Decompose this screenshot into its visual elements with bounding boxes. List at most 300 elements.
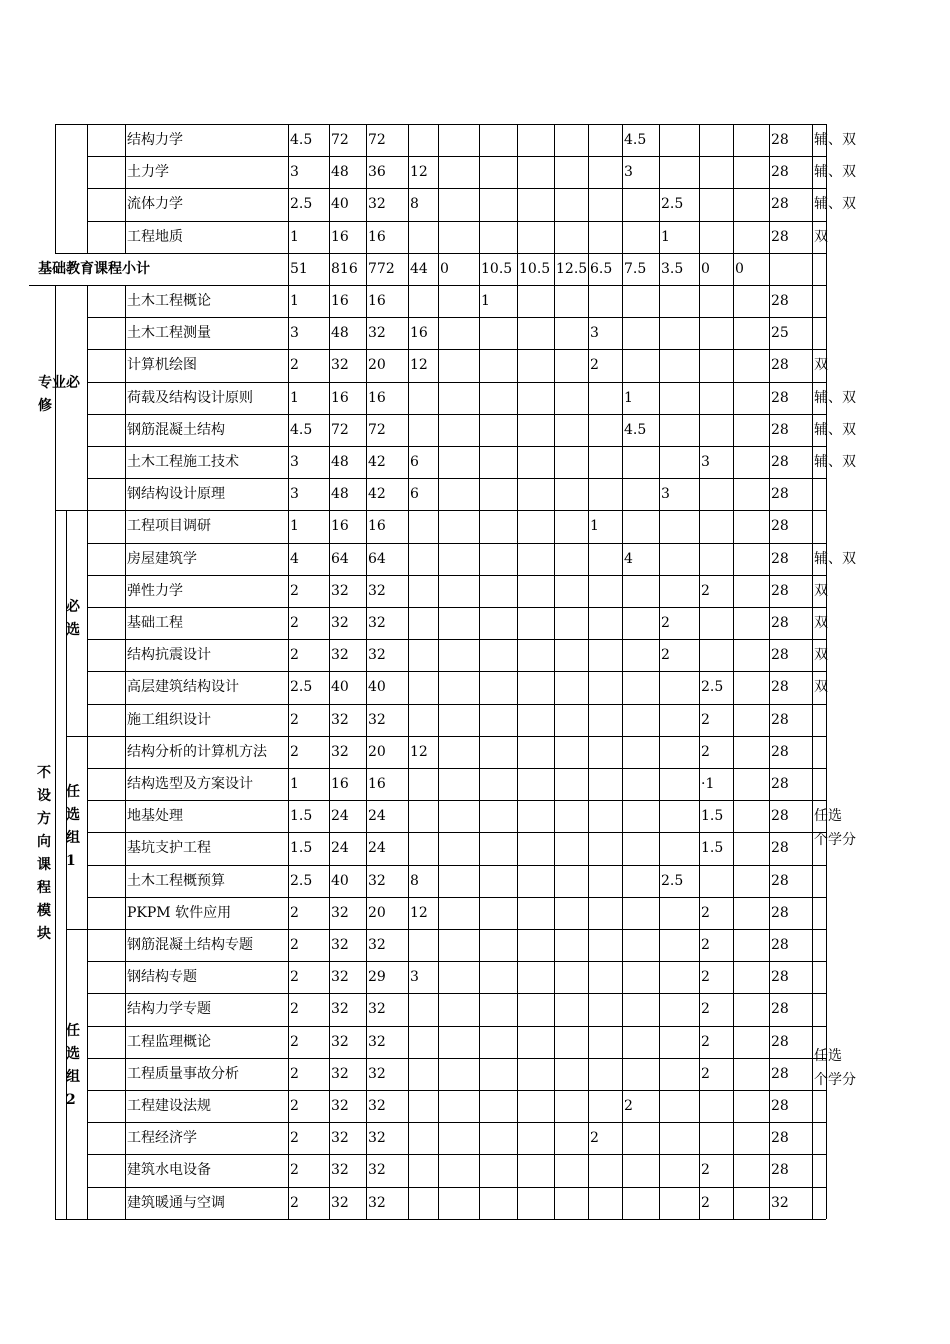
row-line <box>87 156 826 157</box>
table-cell: 16 <box>331 776 349 792</box>
column-line <box>479 124 480 1219</box>
row-line <box>87 671 826 672</box>
table-cell: 32 <box>368 325 386 342</box>
table-cell: 32 <box>771 1194 789 1211</box>
row-line <box>87 575 826 576</box>
table-cell: 辅、双 <box>814 389 856 406</box>
table-cell: 2 <box>701 904 710 921</box>
table-cell: 16 <box>368 389 386 406</box>
table-cell: 28 <box>771 357 789 374</box>
table-cell: 28 <box>771 904 789 921</box>
course-name: 土木工程概论 <box>127 293 211 309</box>
table-cell: 6 <box>410 486 419 503</box>
table-cell: 辅、双 <box>814 421 856 438</box>
table-cell: 32 <box>368 647 386 664</box>
course-name: 工程监理概论 <box>127 1033 211 1050</box>
table-cell: 32 <box>368 196 386 213</box>
table-cell: 2 <box>290 969 299 986</box>
course-name: 基坑支护工程 <box>127 840 211 857</box>
table-cell: 1.5 <box>290 808 313 825</box>
table-cell: 42 <box>368 454 386 470</box>
table-cell: 32 <box>331 1130 349 1147</box>
table-cell: ·1 <box>701 776 715 792</box>
row-line <box>66 736 826 737</box>
column-line <box>554 124 555 1219</box>
table-cell: 72 <box>331 132 349 148</box>
table-cell: 772 <box>368 260 395 277</box>
table-cell: 28 <box>771 615 789 631</box>
table-cell: 72 <box>368 132 386 148</box>
table-cell: 1 <box>290 776 299 792</box>
table-cell: 3 <box>701 454 710 470</box>
table-cell: 2.5 <box>290 679 313 696</box>
table-cell: 2 <box>290 582 299 599</box>
table-cell: 32 <box>331 937 349 953</box>
table-cell: 28 <box>771 454 789 470</box>
table-cell: 20 <box>368 357 386 374</box>
table-cell: 2 <box>661 647 670 664</box>
table-cell: 1 <box>624 389 633 406</box>
table-cell: 28 <box>771 872 789 889</box>
table-cell: 2.5 <box>290 196 313 213</box>
table-cell: 24 <box>368 808 386 825</box>
table-cell: 28 <box>771 196 789 213</box>
row-line <box>87 961 826 962</box>
table-cell: 2 <box>290 1065 299 1082</box>
course-name: 土木工程施工技术 <box>127 454 239 470</box>
column-line <box>588 124 589 1219</box>
column-line <box>622 124 623 1219</box>
row-line <box>87 1122 826 1123</box>
row-line <box>87 382 826 383</box>
table-cell: 1.5 <box>701 808 724 825</box>
table-cell: 32 <box>331 1033 349 1050</box>
course-name: 土力学 <box>127 164 169 181</box>
table-cell: 32 <box>331 582 349 599</box>
row-line <box>87 317 826 318</box>
table-cell: 8 <box>410 196 419 213</box>
table-cell: 32 <box>368 1162 386 1179</box>
table-cell: 3 <box>290 454 299 470</box>
table-cell: 28 <box>771 228 789 245</box>
column-line <box>733 124 734 1219</box>
table-cell: 32 <box>331 743 349 760</box>
table-cell: 16 <box>331 389 349 406</box>
table-cell: 双 <box>814 679 828 696</box>
course-name: 建筑水电设备 <box>127 1162 211 1179</box>
table-cell: 32 <box>368 615 386 631</box>
table-cell: 3 <box>410 969 419 986</box>
table-cell: 48 <box>331 164 349 181</box>
table-cell: 2 <box>290 615 299 631</box>
table-cell: 辅、双 <box>814 550 856 567</box>
group-line <box>55 285 56 1219</box>
table-cell: 2 <box>290 1033 299 1050</box>
group-line <box>87 124 88 253</box>
table-cell: 3 <box>290 164 299 181</box>
table-cell: 2 <box>701 711 710 728</box>
row-line <box>87 832 826 833</box>
table-cell: 20 <box>368 904 386 921</box>
row-line <box>87 1026 826 1027</box>
table-cell: 72 <box>368 421 386 438</box>
table-cell: 1 <box>290 518 299 535</box>
table-cell: 3 <box>624 164 633 181</box>
table-cell: 辅、双 <box>814 196 856 213</box>
table-cell: 12 <box>410 164 428 181</box>
course-name: 施工组织设计 <box>127 711 211 728</box>
table-cell: 48 <box>331 454 349 470</box>
table-cell: 2 <box>701 743 710 760</box>
row-line <box>87 607 826 608</box>
column-line <box>517 124 518 1219</box>
table-cell: 48 <box>331 325 349 342</box>
table-cell: 28 <box>771 1162 789 1179</box>
table-cell: 28 <box>771 293 789 309</box>
column-line <box>438 124 439 1219</box>
table-cell: 28 <box>771 808 789 825</box>
table-cell: 2 <box>290 1001 299 1018</box>
table-cell: 28 <box>771 164 789 181</box>
row-line <box>87 543 826 544</box>
table-cell: 28 <box>771 840 789 857</box>
table-cell: 28 <box>771 550 789 567</box>
table-cell: 3 <box>590 325 599 342</box>
table-cell: 64 <box>368 550 386 567</box>
course-name: 结构抗震设计 <box>127 647 211 664</box>
table-cell: 32 <box>331 1001 349 1018</box>
row-line <box>87 800 826 801</box>
table-cell: 2.5 <box>701 679 724 696</box>
major-required-label: 专业必修 <box>38 375 80 414</box>
table-cell: 32 <box>368 1194 386 1211</box>
column-line <box>769 124 770 1219</box>
table-cell: 32 <box>368 1065 386 1082</box>
table-cell: 双 <box>814 647 828 664</box>
row-line <box>87 768 826 769</box>
table-cell: 29 <box>368 969 386 986</box>
table-cell: 28 <box>771 132 789 148</box>
table-cell: 2 <box>701 1194 710 1211</box>
row-line <box>55 253 826 254</box>
table-cell: 2 <box>701 937 710 953</box>
course-name: 房屋建筑学 <box>127 550 197 567</box>
column-line <box>699 124 700 1219</box>
row-line <box>29 285 826 286</box>
course-name: 建筑暖通与空调 <box>127 1194 225 1211</box>
course-name: 工程建设法规 <box>127 1098 211 1114</box>
table-cell: 8 <box>410 872 419 889</box>
table-cell: 28 <box>771 776 789 792</box>
row-line <box>87 1058 826 1059</box>
course-name: 土木工程测量 <box>127 325 211 342</box>
table-cell: 4 <box>624 550 633 567</box>
table-cell: 32 <box>331 969 349 986</box>
table-cell: 3 <box>290 486 299 503</box>
table-cell: 3.5 <box>661 260 684 277</box>
table-cell: 辅、双 <box>814 132 856 148</box>
row-line <box>87 704 826 705</box>
course-name: 钢筋混凝土结构 <box>127 421 225 438</box>
row-line <box>87 446 826 447</box>
table-cell: 28 <box>771 1033 789 1050</box>
table-cell: 4 <box>290 550 299 567</box>
table-cell: 32 <box>368 1130 386 1147</box>
table-cell: 48 <box>331 486 349 503</box>
table-cell: 2 <box>661 615 670 631</box>
table-cell: 4.5 <box>290 421 313 438</box>
table-cell: 1 <box>290 389 299 406</box>
table-cell: 2 <box>290 743 299 760</box>
table-cell: 51 <box>290 260 308 277</box>
column-line <box>659 124 660 1219</box>
table-cell: 2 <box>701 1001 710 1018</box>
table-cell: 24 <box>368 840 386 857</box>
table-cell: 32 <box>368 937 386 953</box>
table-cell: 2 <box>590 357 599 374</box>
course-name: 结构选型及方案设计 <box>127 776 253 792</box>
table-cell: 7.5 <box>624 260 647 277</box>
table-cell: 2 <box>290 1162 299 1179</box>
row-line <box>66 929 826 930</box>
table-cell: 2 <box>290 1130 299 1147</box>
table-cell: 双 <box>814 228 828 245</box>
table-cell: 32 <box>368 1098 386 1114</box>
table-cell: 辅、双 <box>814 164 856 181</box>
table-cell: 1 <box>290 228 299 245</box>
table-cell: 32 <box>331 1162 349 1179</box>
table-cell: 10.5 <box>481 260 513 277</box>
table-cell: 2 <box>290 357 299 374</box>
table-cell: 24 <box>331 808 349 825</box>
table-cell: 64 <box>331 550 349 567</box>
table-cell: 12 <box>410 904 428 921</box>
table-cell: 6.5 <box>590 260 613 277</box>
table-cell: 10.5 <box>519 260 551 277</box>
table-cell: 16 <box>331 228 349 245</box>
column-line <box>812 124 813 1219</box>
course-name: 钢筋混凝土结构专题 <box>127 937 253 953</box>
elective-note: 任选 <box>814 808 842 824</box>
table-cell: 1.5 <box>290 840 313 857</box>
module-label: 不设方向课程模块 <box>37 765 51 942</box>
row-line <box>87 478 826 479</box>
table-cell: 1 <box>590 518 599 535</box>
table-cell: 32 <box>331 711 349 728</box>
table-cell: 2 <box>290 937 299 953</box>
table-cell: 3 <box>290 325 299 342</box>
table-cell: 1 <box>290 293 299 309</box>
elective-group-1-label: 任选组1 <box>66 784 80 869</box>
table-cell: 42 <box>368 486 386 503</box>
course-name: 荷载及结构设计原则 <box>127 389 253 406</box>
table-cell: 2 <box>290 1098 299 1114</box>
table-cell: 28 <box>771 1001 789 1018</box>
table-cell: 32 <box>331 904 349 921</box>
row-line <box>87 1187 826 1188</box>
row-line <box>55 124 826 125</box>
course-name: 流体力学 <box>127 196 183 213</box>
elective-note: 任选 <box>814 1048 842 1064</box>
table-cell: 40 <box>331 872 349 889</box>
table-cell: 2 <box>701 1162 710 1179</box>
course-name: 土木工程概预算 <box>127 872 225 889</box>
course-name: 工程质量事故分析 <box>127 1065 239 1082</box>
table-cell: 28 <box>771 582 789 599</box>
table-cell: 28 <box>771 1130 789 1147</box>
table-cell: 28 <box>771 1098 789 1114</box>
course-name: 钢结构设计原理 <box>127 486 225 503</box>
table-cell: 4.5 <box>624 132 647 148</box>
row-line <box>87 188 826 189</box>
elective-note: 个学分 <box>814 1072 856 1088</box>
table-cell: 28 <box>771 518 789 535</box>
table-cell: 12 <box>410 357 428 374</box>
row-line <box>55 510 826 511</box>
row-line <box>87 897 826 898</box>
table-cell: 0 <box>735 260 744 277</box>
table-cell: 32 <box>331 615 349 631</box>
table-cell: 2.5 <box>661 872 684 889</box>
table-cell: 16 <box>331 518 349 535</box>
table-cell: 1.5 <box>701 840 724 857</box>
row-line <box>55 1219 826 1220</box>
course-name: 工程经济学 <box>127 1130 197 1147</box>
table-cell: 2 <box>701 582 710 599</box>
table-cell: 2 <box>590 1130 599 1147</box>
table-cell: 32 <box>331 1098 349 1114</box>
table-cell: 816 <box>331 260 358 277</box>
table-cell: 2.5 <box>661 196 684 213</box>
table-cell: 32 <box>368 582 386 599</box>
table-cell: 4.5 <box>290 132 313 148</box>
table-cell: 32 <box>368 711 386 728</box>
table-cell: 28 <box>771 389 789 406</box>
row-line <box>87 349 826 350</box>
table-cell: 28 <box>771 743 789 760</box>
course-name: 工程项目调研 <box>127 518 211 535</box>
row-line <box>87 865 826 866</box>
column-line <box>366 124 367 1219</box>
table-cell: 32 <box>331 1194 349 1211</box>
column-line <box>408 124 409 1219</box>
table-cell: 2 <box>290 647 299 664</box>
table-cell: 16 <box>410 325 428 342</box>
row-line <box>87 1090 826 1091</box>
table-cell: 28 <box>771 421 789 438</box>
table-cell: 40 <box>331 679 349 696</box>
table-cell: 辅、双 <box>814 454 856 470</box>
table-cell: 36 <box>368 164 386 181</box>
group-line <box>55 124 56 253</box>
table-cell: 双 <box>814 582 828 599</box>
table-cell: 2 <box>701 1033 710 1050</box>
table-cell: 2.5 <box>290 872 313 889</box>
table-cell: 2 <box>290 1194 299 1211</box>
table-cell: 1 <box>481 293 490 309</box>
course-name: 弹性力学 <box>127 582 183 599</box>
table-cell: 2 <box>290 904 299 921</box>
course-name: PKPM 软件应用 <box>127 904 232 921</box>
table-cell: 28 <box>771 711 789 728</box>
table-cell: 32 <box>368 1001 386 1018</box>
table-cell: 25 <box>771 325 789 342</box>
table-cell: 4.5 <box>624 421 647 438</box>
table-cell: 双 <box>814 615 828 631</box>
course-name: 基础工程 <box>127 615 183 631</box>
table-cell: 28 <box>771 486 789 503</box>
course-name: 结构力学专题 <box>127 1001 211 1018</box>
table-cell: 28 <box>771 1065 789 1082</box>
subtotal-label: 基础教育课程小计 <box>38 260 150 277</box>
table-cell: 32 <box>331 647 349 664</box>
table-cell: 44 <box>410 260 428 277</box>
column-line <box>329 124 330 1219</box>
elective-group-2-label: 任选组2 <box>66 1023 80 1108</box>
table-cell: 3 <box>661 486 670 503</box>
table-cell: 16 <box>368 293 386 309</box>
table-cell: 16 <box>331 293 349 309</box>
table-cell: 32 <box>331 357 349 374</box>
row-line <box>87 1154 826 1155</box>
table-cell: 6 <box>410 454 419 470</box>
table-cell: 28 <box>771 969 789 986</box>
column-line <box>125 285 126 1219</box>
table-cell: 12 <box>410 743 428 760</box>
mandatory-elective-label: 必选 <box>66 599 80 638</box>
table-cell: 1 <box>661 228 670 245</box>
table-cell: 40 <box>368 679 386 696</box>
table-cell: 28 <box>771 937 789 953</box>
table-cell: 16 <box>368 776 386 792</box>
table-cell: 32 <box>368 1033 386 1050</box>
row-line <box>87 414 826 415</box>
row-line <box>87 221 826 222</box>
table-cell: 0 <box>440 260 449 277</box>
table-cell: 32 <box>368 872 386 889</box>
table-cell: 16 <box>368 518 386 535</box>
table-cell: 28 <box>771 647 789 664</box>
table-cell: 24 <box>331 840 349 857</box>
course-name: 结构力学 <box>127 132 183 148</box>
table-cell: 40 <box>331 196 349 213</box>
row-line <box>87 639 826 640</box>
course-name: 结构分析的计算机方法 <box>127 743 267 760</box>
elective-note: 个学分 <box>814 832 856 848</box>
course-name: 工程地质 <box>127 228 183 245</box>
table-cell: 32 <box>331 1065 349 1082</box>
group-line <box>87 285 88 1219</box>
table-cell: 2 <box>624 1098 633 1114</box>
column-line <box>125 124 126 253</box>
table-cell: 双 <box>814 357 828 374</box>
course-name: 计算机绘图 <box>127 357 197 374</box>
table-cell: 0 <box>701 260 710 277</box>
table-cell: 28 <box>771 679 789 696</box>
table-cell: 2 <box>701 1065 710 1082</box>
table-cell: 12.5 <box>556 260 588 277</box>
course-name: 高层建筑结构设计 <box>127 679 239 696</box>
course-name: 地基处理 <box>127 808 183 825</box>
course-name: 钢结构专题 <box>127 969 197 986</box>
table-cell: 20 <box>368 743 386 760</box>
column-line <box>288 124 289 1219</box>
table-cell: 2 <box>290 711 299 728</box>
table-cell: 72 <box>331 421 349 438</box>
row-line <box>87 993 826 994</box>
table-cell: 2 <box>701 969 710 986</box>
table-cell: 16 <box>368 228 386 245</box>
